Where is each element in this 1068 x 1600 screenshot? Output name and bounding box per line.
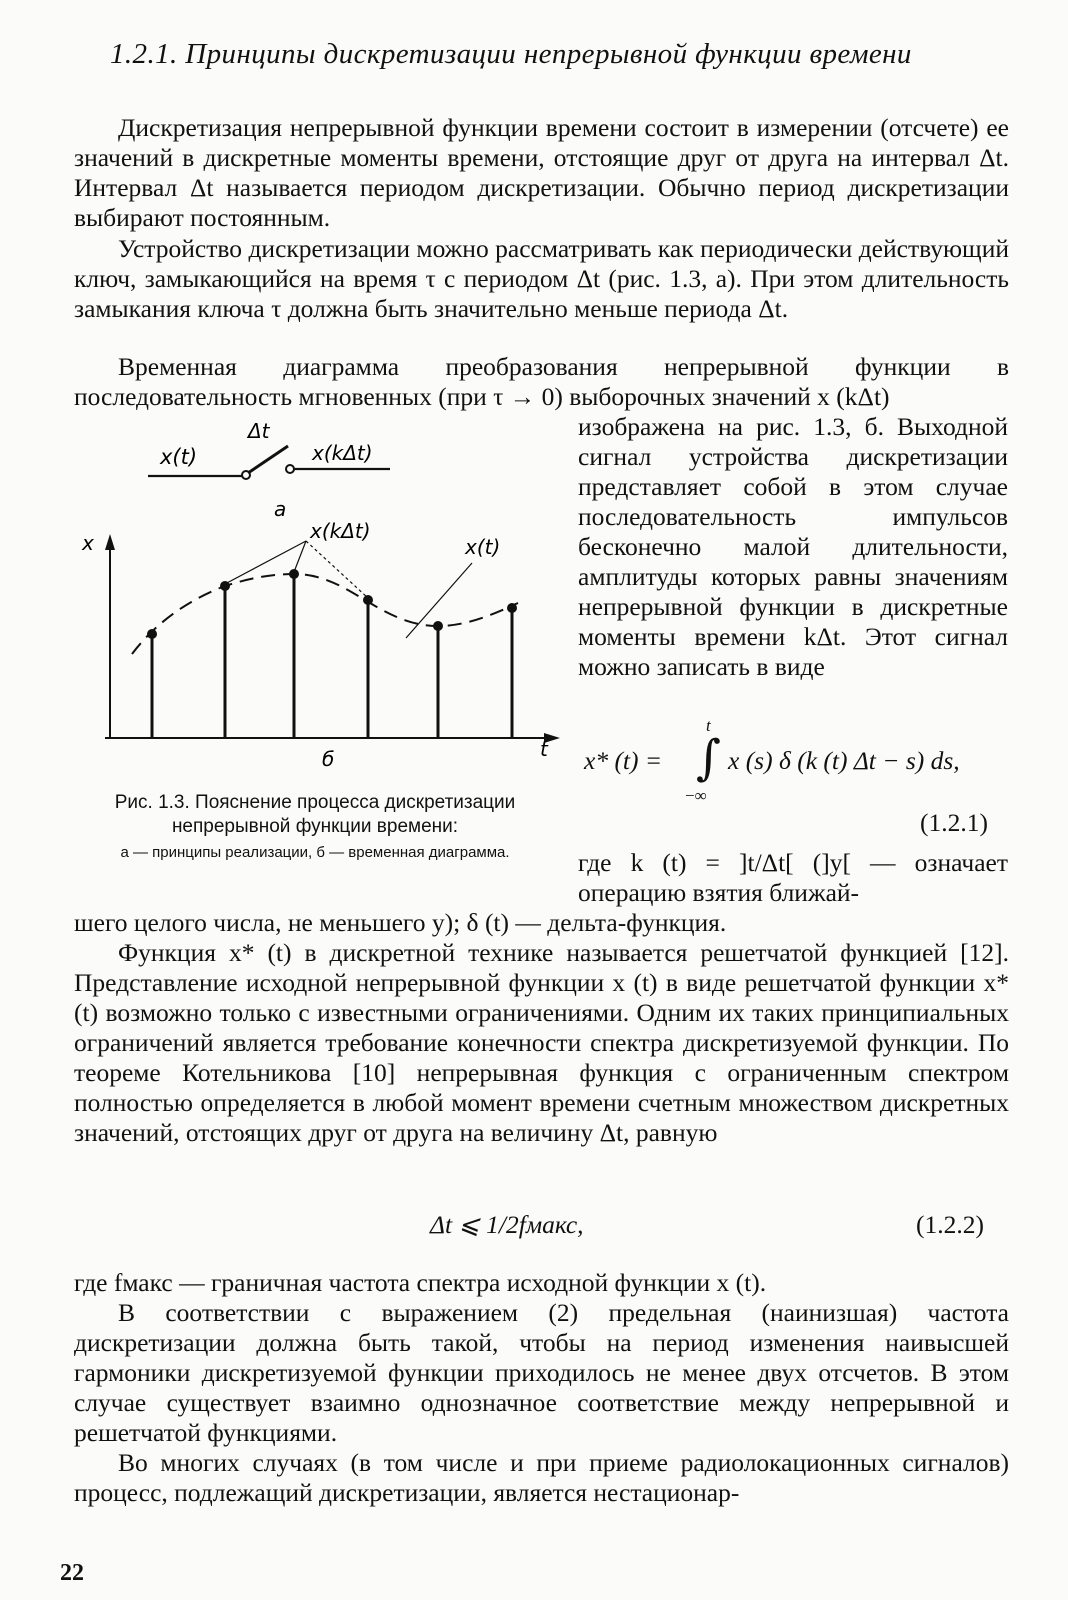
label-xkdt-output: x(kΔt) <box>312 441 373 465</box>
paragraph-6: Во многих случаях (в том числе и при приеме радиолокационных сигналов) процесс, подлежащий дискретизации, является нестационар- <box>74 1448 1009 1507</box>
paragraph-1: Дискретизация непрерывной функции времени состоит в измерении (отсчете) ее значений в дискретные моменты времени, отстоящие друг от друга на интервал Δt. Интервал Δt называется периодом дискретизации. Обычно период дискретизации выбирают постоянным. <box>74 113 1009 232</box>
label-axis-x: x <box>82 531 94 555</box>
formula-1-upper-limit: t <box>706 716 711 735</box>
formula-1-where-right: где k (t) = ]t/Δt[ (]y[ — означает операцию взятия ближай- <box>578 848 1008 907</box>
paragraph-4: Функция x* (t) в дискретной технике называется решетчатой функцией [12]. Представление исходной непрерывной функции x (t) в виде решетчатой функции x* (t) возможно только с известными ограничениями. Одним их таких принципиальных ограничений является требование конечности спектра дискретизуемой функции. По теореме Котельникова [10] непрерывная функция с ограниченным спектром полностью определяется в любой момент времени счетным множеством дискретных значений, отстоящих друг от друга на величину Δt, равную <box>74 938 1009 1147</box>
formula-2-where: где fмакс — граничная частота спектра исходной функции x (t). <box>74 1268 767 1297</box>
formula-1-integrand: x (s) δ (k (t) Δt − s) ds, <box>728 746 960 775</box>
label-part-a: а <box>274 497 287 521</box>
figure-1-3 <box>60 398 580 798</box>
label-delta-t: Δt <box>248 419 270 443</box>
paragraph-3-right-column: изображена на рис. 1.3, б. Выходной сигнал устройства дискретизации представляет собой в этом случае последовательность импульсов бесконечно малой длительности, амплитуды которых равны значениям непрерывной функции в дискретные моменты времени kΔt. Этот сигнал можно записать в виде <box>578 412 1008 681</box>
paragraph-5: В соответствии с выражением (2) предельная (наинизшая) частота дискретизации должна быть такой, чтобы на период изменения наивысшей гармоники дискретизуемой функции приходилось не менее двух отсчетов. В этом случае существует взаимно однозначное соответствие между непрерывной и решетчатой функциями. <box>74 1298 1009 1447</box>
paragraph-2: Устройство дискретизации можно рассматривать как периодически действующий ключ, замыкающийся на время τ с периодом Δt (рис. 1.3, а). При этом длительность замыкания ключа τ должна быть значительно меньше периода Δt. <box>74 234 1009 323</box>
formula-1-lhs: x* (t) = <box>584 746 663 775</box>
label-axis-t: t <box>540 737 548 761</box>
time-diagram <box>81 519 560 771</box>
page-number: 22 <box>60 1560 84 1586</box>
formula-1-where-continued: шего целого числа, не меньшего y); δ (t) — дельта-функция. <box>74 908 727 937</box>
integral-sign-icon: ∫ <box>696 730 722 786</box>
formula-1-number: (1.2.1) <box>920 808 988 837</box>
label-part-b: б <box>322 747 335 771</box>
label-xkdt-samples: x(kΔt) <box>310 519 371 543</box>
paragraph-3-start: Временная диаграмма преобразования непрерывной функции в последовательность мгновенных (при τ → 0) выборочных значений x (kΔt) <box>74 352 1009 411</box>
formula-2: Δt ⩽ 1/2fмакс, <box>430 1210 584 1239</box>
label-xt-curve: x(t) <box>465 535 501 559</box>
figure-caption <box>70 791 560 862</box>
label-xt-input: x(t) <box>160 445 198 469</box>
switch-diagram <box>148 419 390 521</box>
formula-1-lower-limit: −∞ <box>685 786 707 805</box>
caption-legend: а — принципы реализации, б — временная диаграмма. <box>120 844 510 861</box>
caption-title: Рис. 1.3. Пояснение процесса дискретизации непрерывной функции времени: <box>114 792 516 837</box>
section-title: 1.2.1. Принципы дискретизации непрерывной функции времени <box>110 38 912 70</box>
formula-2-number: (1.2.2) <box>916 1210 984 1239</box>
